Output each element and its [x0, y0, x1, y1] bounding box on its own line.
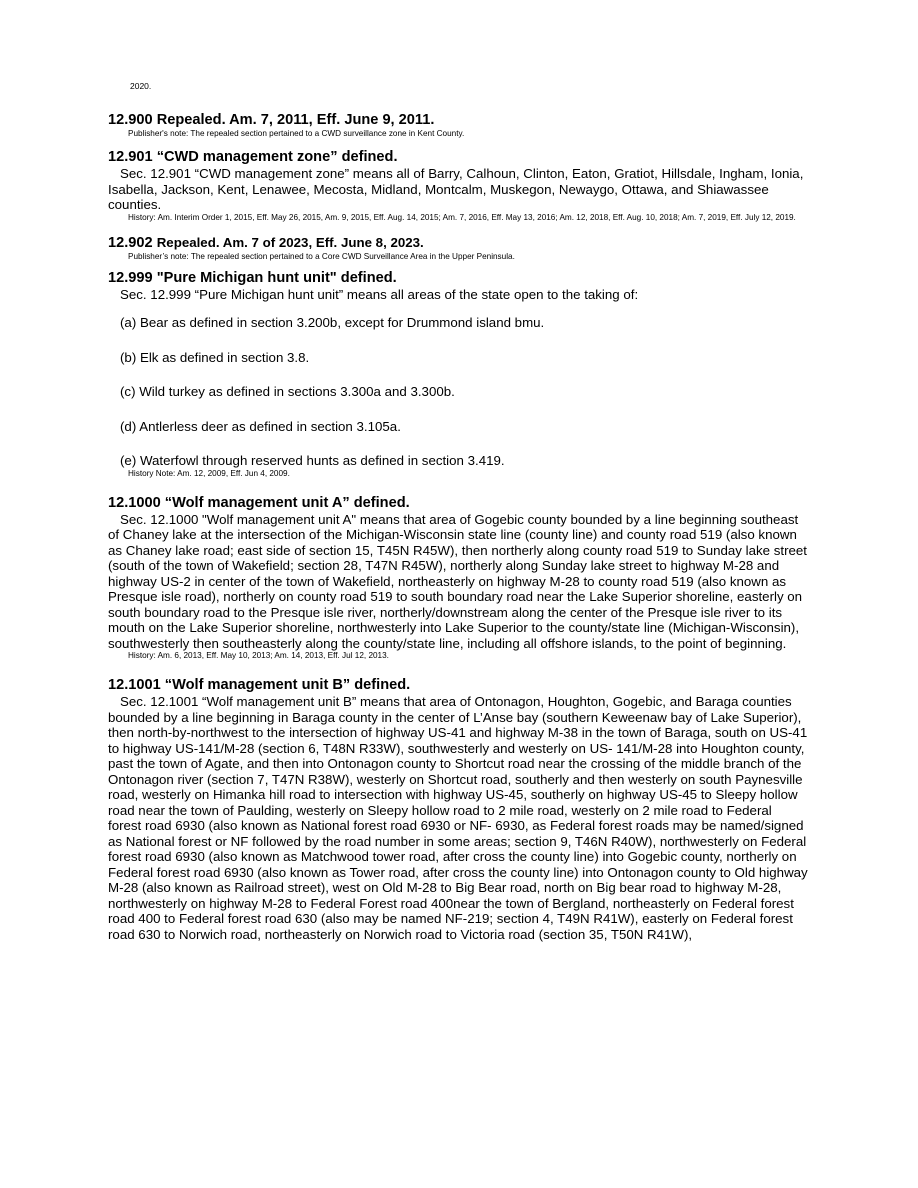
list-item: (b) Elk as defined in section 3.8.	[120, 349, 310, 365]
document-content	[108, 112, 808, 942]
section-12-901	[108, 149, 808, 223]
section-12-999	[108, 270, 808, 479]
section-heading: 12.901 “CWD management zone” defined.	[108, 149, 398, 165]
section-body: Sec. 12.901 “CWD management zone” means all of Barry, Calhoun, Clinton, Eaton, Gratiot, Hillsdale, Ingham, Ionia, Isabella, Jackson, Kent, Lenawee, Mecosta, Midland, Montcalm, Muskegon, Newaygo, Ottawa, and Shiawassee counties.	[108, 166, 804, 212]
continued-text: 2020.	[130, 81, 152, 91]
section-heading	[108, 234, 808, 252]
history-note: History: Am. Interim Order 1, 2015, Eff. May 26, 2015, Am. 9, 2015, Eff. Aug. 14, 2015; Am. 7, 2016, Eff. May 13, 2016; Am. 12, 2018, Eff. Aug. 10, 2018; Am. 7, 2019, Eff. July 12, 2019.	[128, 212, 796, 222]
section-body: Sec. 12.1001 “Wolf management unit B” means that area of Ontonagon, Houghton, Gogebic, and Baraga counties bounded by a line beginning in Baraga county in the center of L’Anse bay (southern Keweenaw bay of Lake Superior), then north-by-northwest to the intersection of highway US-41 and highway M-38 in the town of Baraga, south on US-41 to highway US-141/M-28 (section 6, T48N R33W), southwesterly and westerly on US- 141/M-28 into Houghton county, past the town of Agate, and then into Ontonagon county to Shortcut road near the crossing of the middle branch of the Ontonagon river (section 7, T47N R38W), westerly on Shortcut road, southerly and then westerly on south Paynesville road, westerly on Himanka hill road to intersection with highway US-45, southerly on highway US-45 to Sleepy hollow road near the town of Paulding, westerly on Sleepy hollow road to 2 mile road, westerly on 2 mile road to Federal forest road 6930 (also known as National forest road 6930 or NF- 6930, as Federal forest roads may be named/signed as National forest or NF followed by the road number in some areas; section 9, T46N R40W), northwesterly on Federal forest road 6930 (also known as Matchwood tower road, after cross the county line) into Gogebic county, northerly on Federal forest road 6930 (also known as Tower road, after cross the county line) into Ontonagon county to Old highway M-28 (also known as Railroad street), west on Old M-28 to Big Bear road, north on Big bear road to highway M-28, northwesterly on highway M-28 to Federal Forest road 400near the town of Bergland, northeasterly on Federal forest road 400 to Federal forest road 630 (also may be named NF-219; section 4, T49N R41W), easterly on Federal forest road 630 to Norwich road, northeasterly on Norwich road to Victoria road (section 35, T50N R41W),	[108, 694, 808, 942]
section-12-900	[108, 112, 808, 139]
section-heading: 12.900 Repealed. Am. 7, 2011, Eff. June 9, 2011.	[108, 112, 435, 128]
history-note: History Note: Am. 12, 2009, Eff. Jun 4, 2009.	[128, 468, 290, 478]
publishers-note: Publisher’s note: The repealed section pertained to a Core CWD Surveillance Area in the Upper Peninsula.	[128, 251, 515, 261]
list-item: (c) Wild turkey as defined in sections 3.300a and 3.300b.	[120, 384, 455, 399]
section-12-1001	[108, 677, 808, 942]
publishers-note: Publisher's note: The repealed section pertained to a CWD surveillance zone in Kent County.	[128, 129, 465, 138]
section-heading: 12.1000 “Wolf management unit A” defined.	[108, 494, 410, 511]
section-heading: 12.1001 “Wolf management unit B” defined.	[108, 677, 411, 693]
section-12-1000	[108, 495, 808, 662]
section-body: Sec. 12.1000 "Wolf management unit A" means that area of Gogebic county bounded by a line beginning southeast of Chaney lake at the intersection of the Michigan-Wisconsin state line (county line) and county road 519 (also known as Chaney lake road; east side of section 15, T45N R45W), then northerly along county road 519 to Sunday lake street (south of the town of Wakefield; section 28, T47N R45W), northerly along Sunday lake street to highway M-28 and highway US-2 in center of the town of Wakefield, northeasterly on highway M-28 to county road 519 (also known as Presque isle road), northerly on county road 519 to south boundary road near the Lake Superior shoreline, easterly on south boundary road to the Presque isle river, northerly/downstream along the center of the Presque isle river to its mouth on the Lake Superior shoreline, northwesterly into Lake Superior to the county/state line (Michigan-Wisconsin), southwesterly then southeasterly along the county/state line, including all offshore islands, to the point of beginning.	[108, 511, 807, 651]
section-12-902	[108, 234, 808, 262]
section-heading: 12.999 "Pure Michigan hunt unit" defined.	[108, 269, 397, 286]
section-body: Sec. 12.999 “Pure Michigan hunt unit” means all areas of the state open to the taking of:	[120, 286, 639, 302]
list-item: (e) Waterfowl through reserved hunts as defined in section 3.419.	[120, 453, 505, 468]
section-title: Repealed. Am. 7 of 2023, Eff. June 8, 2023.	[156, 234, 424, 250]
history-note: History: Am. 6, 2013, Eff. May 10, 2013; Am. 14, 2013, Eff. Jul 12, 2013.	[128, 651, 389, 660]
list-item: (d) Antlerless deer as defined in section 3.105a.	[120, 418, 401, 434]
list-item: (a) Bear as defined in section 3.200b, except for Drummond island bmu.	[120, 315, 545, 330]
section-number: 12.902	[108, 234, 153, 251]
